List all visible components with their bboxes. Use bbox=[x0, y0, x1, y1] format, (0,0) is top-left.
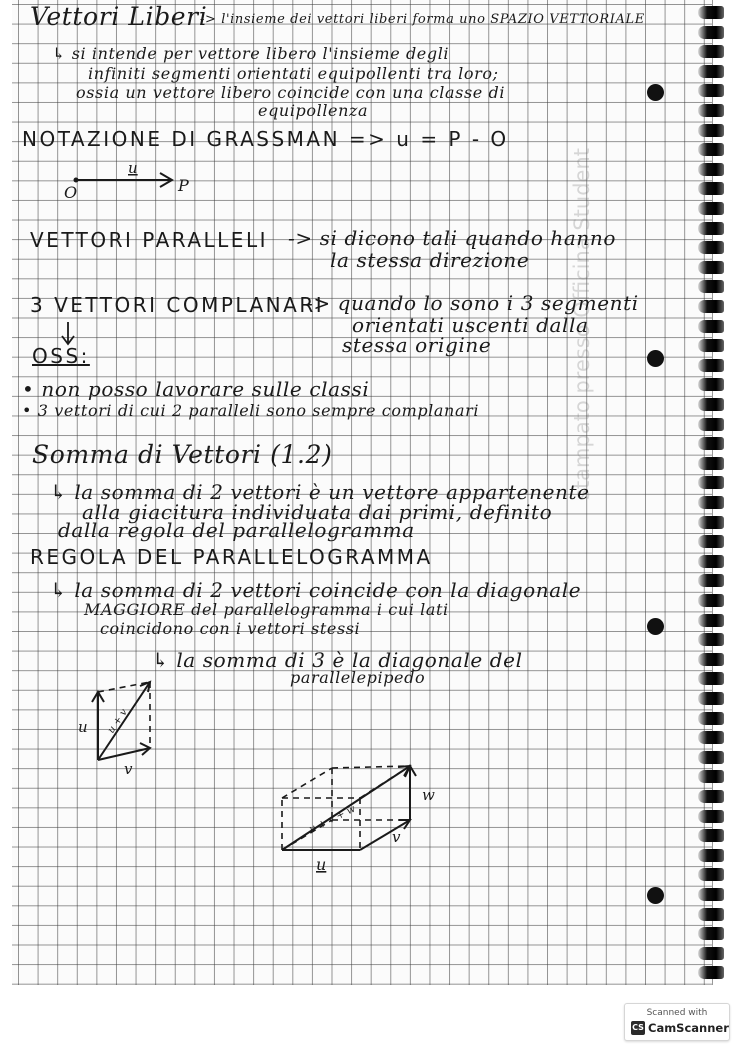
definition-line-3: ossia un vettore libero coincide con una classe di bbox=[76, 83, 506, 102]
spiral-ring bbox=[698, 378, 724, 391]
somma-line-1: ↳ la somma di 2 vettori è un vettore appartenente bbox=[50, 480, 590, 504]
spiral-ring bbox=[698, 849, 724, 862]
parallelepiped-figure bbox=[272, 752, 442, 882]
complanari-definition-1: -> quando lo sono i 3 segmenti bbox=[306, 291, 639, 315]
spiral-ring bbox=[698, 261, 724, 274]
spiral-ring bbox=[698, 574, 724, 587]
spiral-ring bbox=[698, 163, 724, 176]
definition-line-2: infiniti segmenti orientati equipollenti tra loro; bbox=[88, 64, 499, 83]
punch-hole bbox=[647, 350, 664, 367]
spiral-binding bbox=[698, 0, 728, 985]
spiral-ring bbox=[698, 476, 724, 489]
spiral-ring bbox=[698, 45, 724, 58]
grassman-label-u: u bbox=[128, 159, 138, 177]
camscanner-logo-icon: CS bbox=[631, 1021, 645, 1035]
camscanner-badge bbox=[624, 1003, 730, 1041]
spiral-ring bbox=[698, 359, 724, 372]
bullet-2: • 3 vettori di cui 2 paralleli sono sempre complanari bbox=[22, 401, 480, 420]
grassman-notation: NOTAZIONE DI GRASSMAN => u = P - O bbox=[22, 127, 509, 151]
spiral-ring bbox=[698, 888, 724, 901]
spiral-ring bbox=[698, 829, 724, 842]
regola-heading: REGOLA DEL PARALLELOGRAMMA bbox=[30, 545, 433, 569]
punch-hole bbox=[647, 887, 664, 904]
spiral-ring bbox=[698, 790, 724, 803]
spiral-ring bbox=[698, 692, 724, 705]
paralleli-definition-2: la stessa direzione bbox=[330, 248, 530, 272]
spiral-ring bbox=[698, 653, 724, 666]
complanari-definition-3: stessa origine bbox=[342, 333, 492, 357]
parallelepiped-label-w: w bbox=[422, 786, 435, 804]
somma-line-2: alla giacitura individuata dai primi, definito bbox=[82, 500, 553, 524]
spiral-ring bbox=[698, 457, 724, 470]
regola-line-2: MAGGIORE del parallelogramma i cui lati bbox=[84, 600, 449, 619]
spiral-ring bbox=[698, 731, 724, 744]
spiral-ring bbox=[698, 65, 724, 78]
spiral-ring bbox=[698, 535, 724, 548]
oss-label: OSS: bbox=[32, 344, 90, 368]
regola-line-3: coincidono con i vettori stessi bbox=[100, 619, 361, 638]
spiral-ring bbox=[698, 437, 724, 450]
title-definition: -> l'insieme dei vettori liberi forma uno SPAZIO VETTORIALE bbox=[200, 12, 645, 27]
parallelepiped-label-v: v bbox=[392, 828, 401, 846]
parallelogram-figure bbox=[70, 670, 180, 780]
watermark: stampato presso Officina Student bbox=[570, 147, 594, 500]
spiral-ring bbox=[698, 241, 724, 254]
spiral-ring bbox=[698, 614, 724, 627]
tre-line-1: ↳ la somma di 3 è la diagonale del bbox=[152, 648, 523, 672]
definition-line-4: equipollenza bbox=[258, 101, 369, 120]
paralleli-definition-1: -> si dicono tali quando hanno bbox=[288, 226, 617, 250]
spiral-ring bbox=[698, 143, 724, 156]
spiral-ring bbox=[698, 320, 724, 333]
grassman-figure bbox=[60, 160, 210, 200]
definition-line-1: ↳ si intende per vettore libero l'insieme degli bbox=[52, 44, 450, 63]
tre-line-2: parallelepipedo bbox=[290, 668, 426, 687]
title: Vettori Liberi bbox=[30, 2, 208, 31]
badge-caption: Scanned with bbox=[646, 1008, 708, 1018]
spiral-ring bbox=[698, 516, 724, 529]
parallelogram-label-v: v bbox=[124, 760, 133, 778]
spiral-ring bbox=[698, 927, 724, 940]
spiral-ring bbox=[698, 908, 724, 921]
spiral-ring bbox=[698, 868, 724, 881]
spiral-ring bbox=[698, 84, 724, 97]
spiral-ring bbox=[698, 966, 724, 979]
spiral-ring bbox=[698, 594, 724, 607]
spiral-ring bbox=[698, 672, 724, 685]
spiral-ring bbox=[698, 6, 724, 19]
spiral-ring bbox=[698, 496, 724, 509]
badge-name: CamScanner bbox=[648, 1021, 729, 1035]
spiral-ring bbox=[698, 633, 724, 646]
spiral-ring bbox=[698, 339, 724, 352]
spiral-ring bbox=[698, 104, 724, 117]
paralleli-heading: VETTORI PARALLELI bbox=[30, 228, 268, 252]
grassman-label-p: P bbox=[178, 176, 189, 195]
spiral-ring bbox=[698, 712, 724, 725]
punch-hole bbox=[647, 618, 664, 635]
parallelepiped-label-sum: u + v + w bbox=[307, 803, 358, 836]
complanari-heading: 3 VETTORI COMPLANARI bbox=[30, 293, 325, 317]
bullet-1: • non posso lavorare sulle classi bbox=[22, 377, 370, 401]
spiral-ring bbox=[698, 182, 724, 195]
spiral-ring bbox=[698, 770, 724, 783]
punch-hole bbox=[647, 84, 664, 101]
spiral-ring bbox=[698, 202, 724, 215]
regola-line-1: ↳ la somma di 2 vettori coincide con la diagonale bbox=[50, 578, 582, 602]
spiral-ring bbox=[698, 26, 724, 39]
somma-heading: Somma di Vettori (1.2) bbox=[32, 440, 333, 469]
complanari-definition-2: orientati uscenti dalla bbox=[352, 313, 589, 337]
spiral-ring bbox=[698, 810, 724, 823]
spiral-ring bbox=[698, 124, 724, 137]
parallelogram-label-u: u bbox=[78, 718, 88, 736]
spiral-ring bbox=[698, 555, 724, 568]
spiral-ring bbox=[698, 300, 724, 313]
parallelepiped-label-u: u bbox=[316, 855, 327, 874]
spiral-ring bbox=[698, 947, 724, 960]
somma-line-3: dalla regola del parallelogramma bbox=[58, 518, 415, 542]
spiral-ring bbox=[698, 280, 724, 293]
spiral-ring bbox=[698, 751, 724, 764]
spiral-ring bbox=[698, 418, 724, 431]
grassman-label-o: O bbox=[64, 183, 78, 202]
parallelogram-label-sum: u + v bbox=[105, 707, 130, 736]
spiral-ring bbox=[698, 222, 724, 235]
spiral-ring bbox=[698, 398, 724, 411]
